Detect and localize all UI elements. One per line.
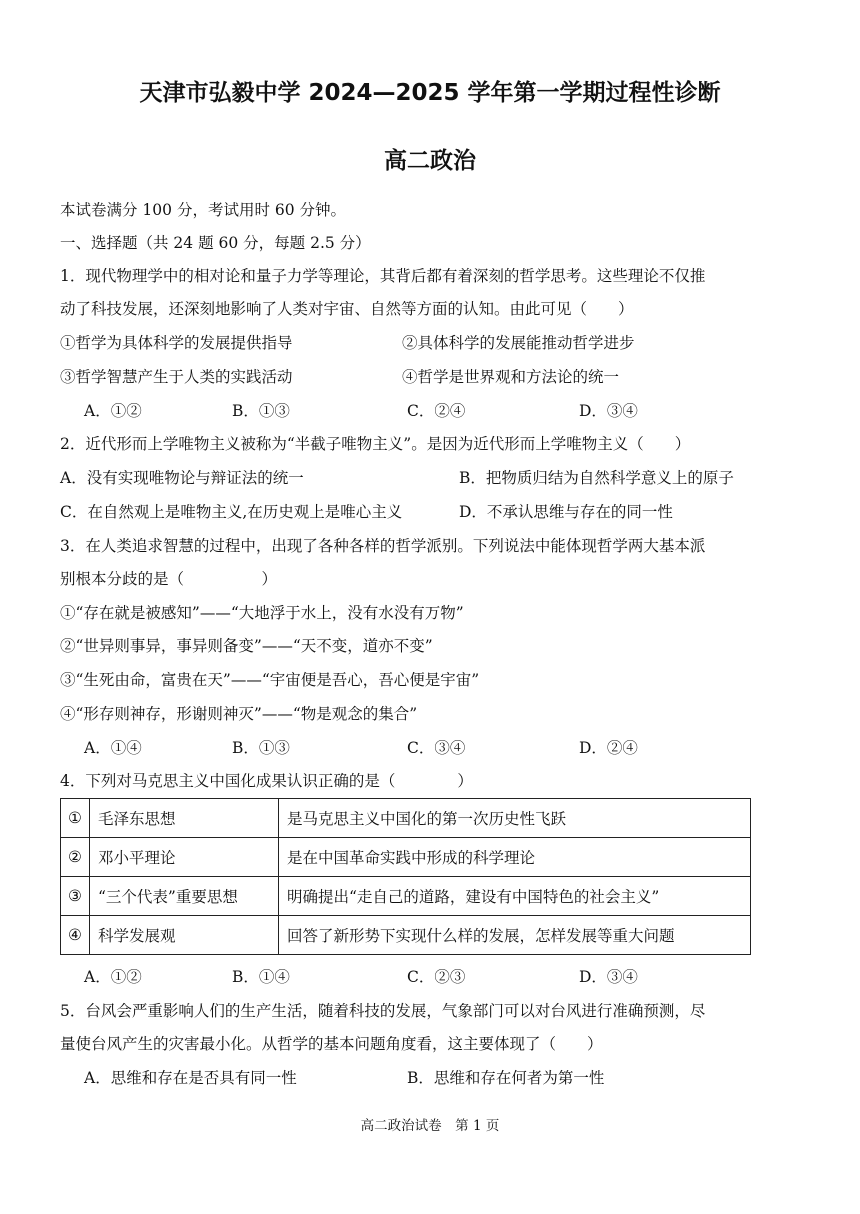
q3-statement-2: ②“世异则事异，事异则备变”——“天不变，道亦不变”: [60, 637, 433, 655]
table-cell-desc: 明确提出“走自己的道路，建设有中国特色的社会主义”: [279, 877, 751, 916]
table-row: [61, 838, 751, 877]
table-cell-num: ③: [61, 877, 90, 916]
table-cell-desc: 回答了新形势下实现什么样的发展，怎样发展等重大问题: [279, 916, 751, 955]
q2-option-d: D．不承认思维与存在的同一性: [459, 503, 673, 521]
q4-stem: 4．下列对马克思主义中国化成果认识正确的是（ ）: [60, 772, 473, 790]
q1-option-d: D．③④: [579, 402, 638, 420]
table-cell-desc: 是在中国革命实践中形成的科学理论: [279, 838, 751, 877]
q1-statement-1: ①哲学为具体科学的发展提供指导: [60, 334, 293, 352]
table-cell-name: 邓小平理论: [90, 838, 279, 877]
q3-option-c: C．③④: [407, 739, 466, 757]
q3-option-a: A．①④: [84, 739, 142, 757]
exam-title: 天津市弘毅中学 2024—2025 学年第一学期过程性诊断: [139, 80, 721, 106]
table-cell-num: ②: [61, 838, 90, 877]
q3-statement-1: ①“存在就是被感知”——“大地浮于水上，没有水没有万物”: [60, 604, 464, 622]
q4-option-a: A．①②: [84, 968, 142, 986]
page-footer: 高二政治试卷 第 1 页: [360, 1118, 500, 1134]
table-row: [61, 877, 751, 916]
q1-stem-line2: 动了科技发展，还深刻地影响了人类对宇宙、自然等方面的认知。由此可见（ ）: [60, 300, 634, 318]
q1-stem-line1: 1．现代物理学中的相对论和量子力学等理论，其背后都有着深刻的哲学思考。这些理论不仅推: [60, 267, 706, 285]
q3-option-b: B．①③: [232, 739, 290, 757]
q2-option-c: C．在自然观上是唯物主义,在历史观上是唯心主义: [60, 503, 403, 521]
q2-option-a: A．没有实现唯物论与辩证法的统一: [60, 469, 304, 487]
q4-option-c: C．②③: [407, 968, 466, 986]
q3-stem-line2: 别根本分歧的是（ ）: [60, 570, 278, 588]
q1-option-c: C．②④: [407, 402, 466, 420]
table-cell-num: ①: [61, 799, 90, 838]
q4-option-d: D．③④: [579, 968, 638, 986]
q1-option-a: A．①②: [84, 402, 142, 420]
table-row: [61, 799, 751, 838]
q2-stem: 2．近代形而上学唯物主义被称为“半截子唯物主义”。是因为近代形而上学唯物主义（ ）: [60, 435, 691, 453]
q1-statement-4: ④哲学是世界观和方法论的统一: [402, 368, 620, 386]
q5-stem-line1: 5．台风会严重影响人们的生产生活，随着科技的发展，气象部门可以对台风进行准确预测，尽: [60, 1002, 706, 1020]
q5-stem-line2: 量使台风产生的灾害最小化。从哲学的基本问题角度看，这主要体现了（ ）: [60, 1035, 603, 1053]
exam-intro: 本试卷满分 100 分，考试用时 60 分钟。: [60, 201, 347, 219]
section-heading: 一、选择题（共 24 题 60 分，每题 2.5 分）: [60, 234, 371, 252]
q3-statement-3: ③“生死由命，富贵在天”——“宇宙便是吾心，吾心便是宇宙”: [60, 671, 480, 689]
q5-option-a: A．思维和存在是否具有同一性: [84, 1069, 297, 1087]
q1-option-b: B．①③: [232, 402, 290, 420]
table-cell-name: 毛泽东思想: [90, 799, 279, 838]
q3-statement-4: ④“形存则神存，形谢则神灭”——“物是观念的集合”: [60, 705, 418, 723]
q4-option-b: B．①④: [232, 968, 290, 986]
table-cell-name: “三个代表”重要思想: [90, 877, 279, 916]
q3-option-d: D．②④: [579, 739, 638, 757]
q2-option-b: B．把物质归结为自然科学意义上的原子: [459, 469, 734, 487]
table-cell-desc: 是马克思主义中国化的第一次历史性飞跃: [279, 799, 751, 838]
q4-table: [60, 798, 751, 955]
table-cell-num: ④: [61, 916, 90, 955]
table-row: [61, 916, 751, 955]
q5-option-b: B．思维和存在何者为第一性: [407, 1069, 605, 1087]
q1-statement-3: ③哲学智慧产生于人类的实践活动: [60, 368, 293, 386]
exam-subject: 高二政治: [384, 148, 476, 174]
table-cell-name: 科学发展观: [90, 916, 279, 955]
q3-stem-line1: 3．在人类追求智慧的过程中，出现了各种各样的哲学派别。下列说法中能体现哲学两大基本派: [60, 537, 706, 555]
q1-statement-2: ②具体科学的发展能推动哲学进步: [402, 334, 635, 352]
